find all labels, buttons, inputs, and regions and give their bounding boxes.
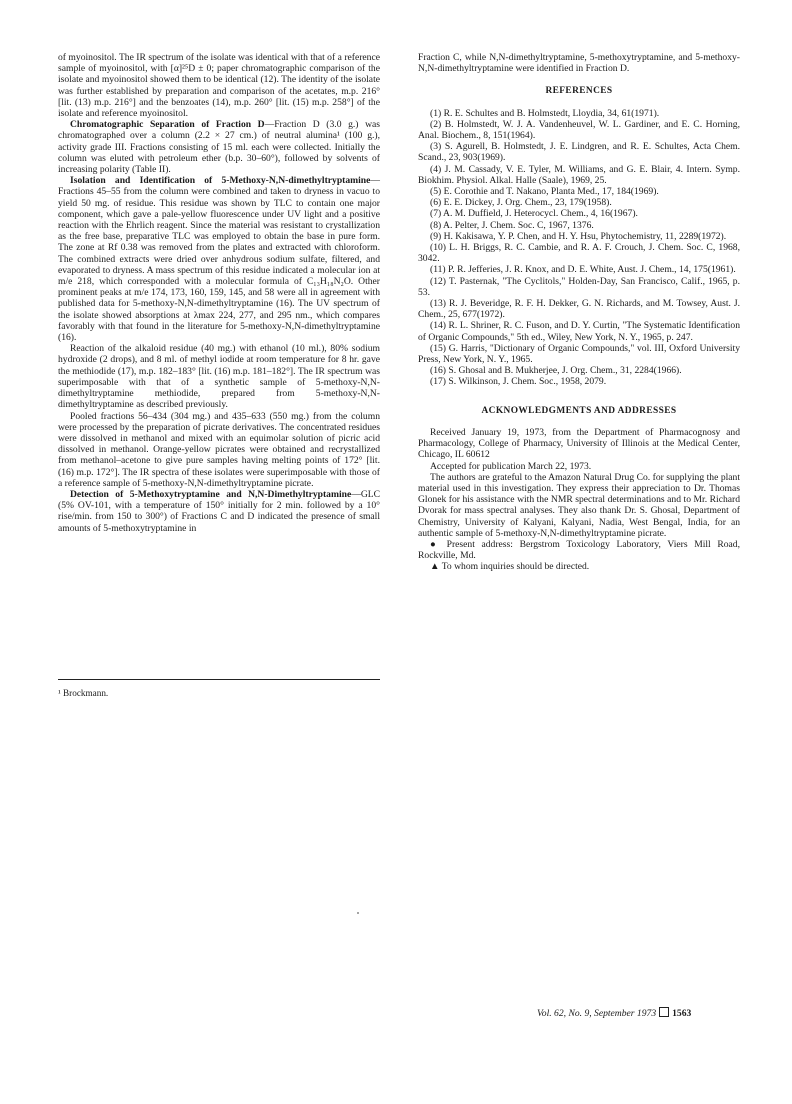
reference-item: (5) E. Corothie and T. Nakano, Planta Med., 17, 184(1969). bbox=[430, 186, 659, 198]
footnote-divider bbox=[58, 679, 380, 680]
reference-item: (16) S. Ghosal and B. Mukherjee, J. Org. Chem., 31, 2284(1966). bbox=[430, 365, 682, 377]
reference-item: (1) R. E. Schultes and B. Holmstedt, Lloydia, 34, 61(1971). bbox=[430, 107, 660, 119]
reference-item: (8) A. Pelter, J. Chem. Soc. C, 1967, 1376. bbox=[430, 219, 594, 231]
reference-item: (12) T. Pasternak, "The Cyclitols," Holden-Day, San Francisco, Calif., 1965, p. 53. bbox=[418, 275, 740, 298]
paragraph-glc-detection: Detection of 5-Methoxytryptamine and N,N-Dimethyltryptamine—GLC (5% OV-101, with a temperature of 150° initially for 2 min. followed by a 10° rise/min. from 150 to 300°) of Fractions C and D indicated the presence of small amounts of 5-methoxytryptamine in bbox=[58, 488, 380, 534]
box-icon bbox=[659, 1007, 669, 1017]
page-footer bbox=[537, 1007, 691, 1019]
present-address-note: ● Present address: Bergstrom Toxicology Laboratory, Viers Mill Road, Rockville, Md. bbox=[418, 538, 740, 562]
journal-citation: Vol. 62, No. 9, September 1973 bbox=[537, 1008, 657, 1019]
acknowledgments-text: The authors are grateful to the Amazon Natural Drug Co. for supplying the plant material used in this investigation. They express their appreciation to Dr. Thomas Glonek for his assistance with the NMR spectral determinations and to Mr. Richard Dvorak for mass spectral analyses. They also thank Dr. S. Ghosal, Department of Chemistry, University of Kalyani, Kalyani, Nadia, West Bengal, India, for an authentic sample of 5-methoxy-N,N-dimethyltryptamine picrate. bbox=[418, 471, 740, 539]
paragraph-continued: Fraction C, while N,N-dimethyltryptamine, 5-methoxytryptamine, and 5-methoxy-N,N-dimethyltryptamine were identified in Fraction D. bbox=[418, 52, 740, 75]
reference-item: (10) L. H. Briggs, R. C. Cambie, and R. A. F. Crouch, J. Chem. Soc. C, 1968, 3042. bbox=[418, 242, 740, 265]
reference-item: (11) P. R. Jefferies, J. R. Knox, and D. E. White, Aust. J. Chem., 14, 175(1961). bbox=[430, 264, 736, 276]
references-heading: REFERENCES bbox=[545, 86, 613, 97]
section-heading-fraction-d: Chromatographic Separation of Fraction D bbox=[70, 119, 265, 131]
paragraph-picrates: Pooled fractions 56–434 (304 mg.) and 435–633 (550 mg.) from the column were processed by the preparation of picrate derivatives. The concentrated residues were dissolved in methanol and mixed with an equimolar solution of picric acid dissolved in methanol. Orange-yellow picrates were obtained and recrystallized from methanol–acetone to give pure samples having melting points of 172° [lit. (16) m.p. 172°]. The IR spectra of these isolates were superimposable with those of a reference sample of 5-methoxy-N,N-dimethyltryptamine picrate. bbox=[58, 410, 380, 489]
reference-item: (6) E. E. Dickey, J. Org. Chem., 23, 179(1958). bbox=[430, 197, 612, 209]
reference-item: (2) B. Holmstedt, W. J. A. Vandenheuvel, W. L. Gardiner, and E. C. Horning, Anal. Biochem., 8, 151(1964). bbox=[418, 118, 740, 142]
accepted-note: Accepted for publication March 22, 1973. bbox=[430, 460, 592, 472]
correspondence-note: ▲ To whom inquiries should be directed. bbox=[430, 561, 590, 573]
reference-item: (7) A. M. Duffield, J. Heterocycl. Chem., 4, 16(1967). bbox=[430, 208, 638, 220]
paragraph-methiodide: Reaction of the alkaloid residue (40 mg.) with ethanol (10 ml.), 80% sodium hydroxide (2 drops), and 8 ml. of methyl iodide at room temperature for 8 hr. gave the methiodide (17), m.p. 182–183° [lit. (16) m.p. 181–182°]. The IR spectrum was superimposable with that of a synthetic sample of 5-methoxy-N,N-dimethyltryptamine methiodide, prepared from 5-methoxy-N,N-dimethyltryptamine as described previously. bbox=[58, 343, 380, 411]
section-heading-isolation: Isolation and Identification of 5-Methoxy-N,N-dimethyltryptamine bbox=[70, 175, 371, 187]
reference-item: (15) G. Harris, "Dictionary of Organic Compounds," vol. III, Oxford University Press, New York, N. Y., 1965. bbox=[418, 342, 740, 366]
reference-item: (13) R. J. Beveridge, R. F. H. Dekker, G. N. Richards, and M. Towsey, Aust. J. Chem., 25, 677(1972). bbox=[418, 298, 740, 321]
reference-item: (3) S. Agurell, B. Holmstedt, J. E. Lindgren, and R. E. Schultes, Acta Chem. Scand., 23, 903(1969). bbox=[418, 141, 740, 164]
paragraph-isolation: Isolation and Identification of 5-Methoxy-N,N-dimethyltryptamine—Fractions 45–55 from the column were combined and taken to dryness in vacuo to yield 50 mg. of residue. This residue was shown by TLC to contain one major component, which gave a pale-yellow fluorescence under UV light and a positive reaction with the Ehrlich reagent. Since the material was resistant to crystallization as the free base, preparative TLC was employed to obtain the base in pure form. The zone at Rf 0.38 was removed from the plates and extracted with chloroform. The combined extracts were dried over anhydrous sodium sulfate, filtered, and evaporated to dryness. A mass spectrum of this residue indicated a molecular ion at m/e 218, which corresponded with a molecular formula of C₁₃H₁₈N₂O. Other prominent peaks at m/e 174, 173, 160, 159, 145, and 58 were all in agreement with published data for 5-methoxy-N,N-dimethyltryptamine (16). The UV spectrum of the isolate showed absorptions at λmax 224, 277, and 295 nm., which compares favorably with that found in the literature for 5-methoxy-N,N-dimethyltryptamine (16). bbox=[58, 175, 380, 344]
received-note: Received January 19, 1973, from the Department of Pharmacognosy and Pharmacology, College of Pharmacy, University of Illinois at the Medical Center, Chicago, IL 60612 bbox=[418, 426, 740, 461]
reference-item: (14) R. L. Shriner, R. C. Fuson, and D. Y. Curtin, "The Systematic Identification of Organic Compounds," 5th ed., Wiley, New York, N. Y., 1965, p. 247. bbox=[418, 320, 740, 343]
paragraph-myoinositol: of myoinositol. The IR spectrum of the isolate was identical with that of a reference sample of myoinositol, with [α]²⁵D ± 0; paper chromatographic comparison of the isolate and myoinositol showed them to be identical (12). The identity of the isolate was further established by preparation and comparison of the acetates, m.p. 216° [lit. (13) m.p. 216°] and the benzoates (14), m.p. 260° [lit. (15) m.p. 258°] of the isolate and reference myoinositol. bbox=[58, 52, 380, 120]
acknowledgments-heading: ACKNOWLEDGMENTS AND ADDRESSES bbox=[481, 405, 677, 416]
left-column bbox=[58, 52, 380, 534]
scan-speck bbox=[357, 912, 359, 914]
references-list bbox=[418, 108, 740, 388]
paragraph-fraction-d: Chromatographic Separation of Fraction D—Fraction D (3.0 g.) was chromatographed over a column (2.2 × 27 cm.) of neutral alumina¹ (100 g.), activity grade III. Fractions consisting of 15 ml. each were collected. Initially the column was eluted with petroleum ether (b.p. 30–60°), followed by solvents of increasing polarity (Table II). bbox=[58, 119, 380, 176]
footnote: ¹ Brockmann. bbox=[58, 688, 109, 698]
right-column bbox=[418, 52, 740, 573]
reference-item: (4) J. M. Cassady, V. E. Tyler, M. Williams, and G. E. Blair, 4. Intern. Symp. Biokhim. Physiol. Alkal. Halle (Saale), 1969, 25. bbox=[418, 163, 740, 186]
page-number: 1563 bbox=[672, 1008, 692, 1019]
reference-item: (17) S. Wilkinson, J. Chem. Soc., 1958, 2079. bbox=[430, 376, 607, 388]
reference-item: (9) H. Kakisawa, Y. P. Chen, and H. Y. Hsu, Phytochemistry, 11, 2289(1972). bbox=[430, 230, 727, 242]
section-heading-detection: Detection of 5-Methoxytryptamine and N,N-Dimethyltryptamine bbox=[70, 488, 352, 500]
